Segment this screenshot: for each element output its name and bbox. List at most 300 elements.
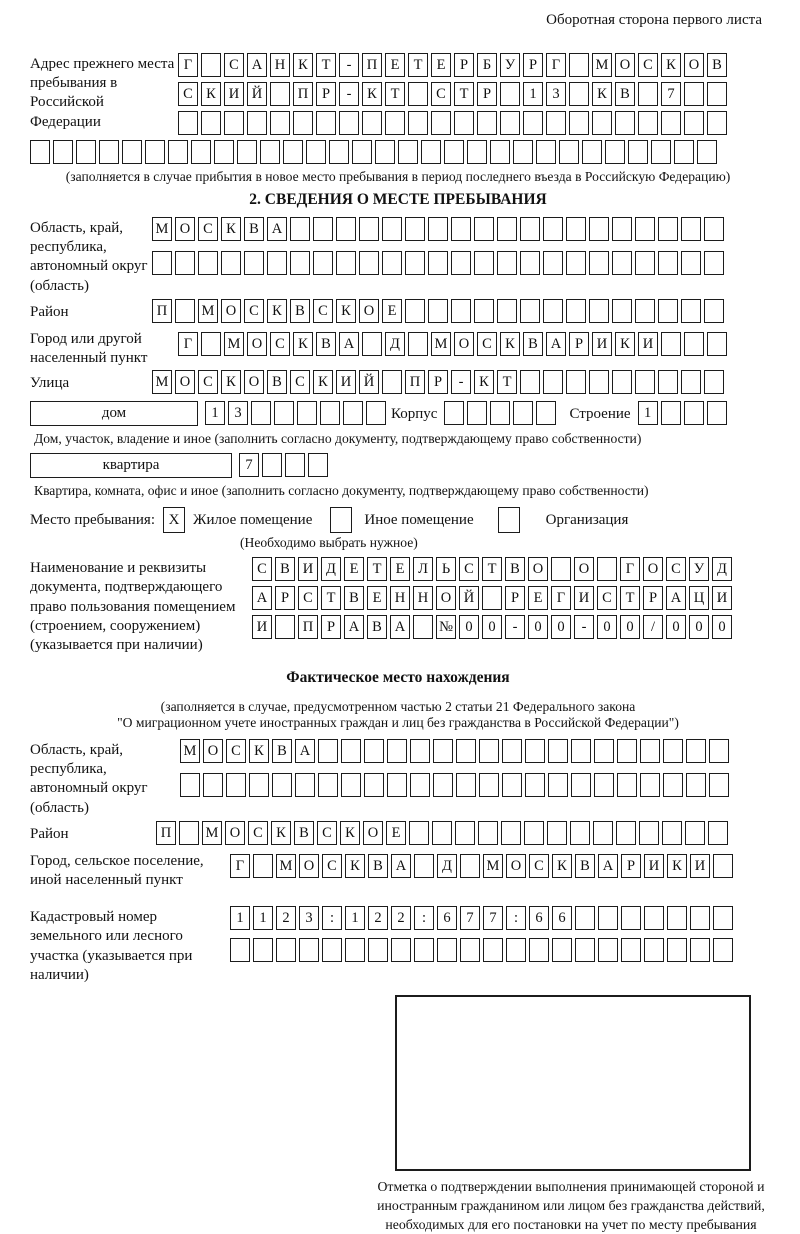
char-cell[interactable]: [667, 938, 687, 962]
char-cell[interactable]: [444, 140, 464, 164]
char-cell[interactable]: [474, 299, 494, 323]
char-cell[interactable]: [30, 140, 50, 164]
char-cell[interactable]: [662, 821, 682, 845]
char-cell[interactable]: [638, 111, 658, 135]
char-cell[interactable]: 2: [391, 906, 411, 930]
char-cell[interactable]: [592, 111, 612, 135]
char-cell[interactable]: С: [178, 82, 198, 106]
char-cell[interactable]: А: [247, 53, 267, 77]
char-cell[interactable]: [681, 370, 701, 394]
char-cell[interactable]: [684, 401, 704, 425]
char-cell[interactable]: [451, 217, 471, 241]
char-cell[interactable]: М: [276, 854, 296, 878]
char-cell[interactable]: Р: [316, 82, 336, 106]
char-cell[interactable]: О: [175, 370, 195, 394]
char-cell[interactable]: А: [598, 854, 618, 878]
char-cell[interactable]: О: [175, 217, 195, 241]
char-cell[interactable]: [428, 299, 448, 323]
char-cell[interactable]: 1: [345, 906, 365, 930]
char-cell[interactable]: [644, 906, 664, 930]
char-cell[interactable]: [405, 251, 425, 275]
char-cell[interactable]: [569, 82, 589, 106]
char-cell[interactable]: Г: [178, 332, 198, 356]
char-cell[interactable]: А: [391, 854, 411, 878]
char-cell[interactable]: [490, 140, 510, 164]
char-cell[interactable]: [244, 251, 264, 275]
char-cell[interactable]: [410, 739, 430, 763]
char-cell[interactable]: [230, 938, 250, 962]
char-cell[interactable]: [497, 217, 517, 241]
char-cell[interactable]: К: [592, 82, 612, 106]
char-cell[interactable]: К: [221, 370, 241, 394]
char-cell[interactable]: [408, 111, 428, 135]
char-cell[interactable]: [635, 251, 655, 275]
char-cell[interactable]: [180, 773, 200, 797]
char-cell[interactable]: [295, 773, 315, 797]
char-cell[interactable]: :: [506, 906, 526, 930]
char-cell[interactable]: [433, 773, 453, 797]
char-cell[interactable]: [575, 906, 595, 930]
char-cell[interactable]: [709, 739, 729, 763]
char-cell[interactable]: [605, 140, 625, 164]
char-cell[interactable]: Р: [321, 615, 341, 639]
char-cell[interactable]: А: [344, 615, 364, 639]
char-cell[interactable]: С: [317, 821, 337, 845]
char-cell[interactable]: О: [359, 299, 379, 323]
char-cell[interactable]: К: [500, 332, 520, 356]
char-cell[interactable]: [520, 370, 540, 394]
char-cell[interactable]: [168, 140, 188, 164]
char-cell[interactable]: [249, 773, 269, 797]
char-cell[interactable]: [635, 217, 655, 241]
char-cell[interactable]: [460, 854, 480, 878]
char-cell[interactable]: 6: [529, 906, 549, 930]
char-cell[interactable]: [502, 739, 522, 763]
char-cell[interactable]: А: [252, 586, 272, 610]
char-cell[interactable]: [260, 140, 280, 164]
char-cell[interactable]: [663, 773, 683, 797]
char-cell[interactable]: [267, 251, 287, 275]
char-cell[interactable]: [237, 140, 257, 164]
char-cell[interactable]: Г: [551, 586, 571, 610]
char-cell[interactable]: О: [363, 821, 383, 845]
char-cell[interactable]: [543, 251, 563, 275]
char-cell[interactable]: [274, 401, 294, 425]
char-cell[interactable]: [690, 906, 710, 930]
char-cell[interactable]: [454, 111, 474, 135]
char-cell[interactable]: К: [345, 854, 365, 878]
char-cell[interactable]: [502, 773, 522, 797]
char-cell[interactable]: [405, 217, 425, 241]
char-cell[interactable]: [661, 332, 681, 356]
char-cell[interactable]: Т: [367, 557, 387, 581]
char-cell[interactable]: М: [431, 332, 451, 356]
char-cell[interactable]: С: [666, 557, 686, 581]
char-cell[interactable]: [644, 938, 664, 962]
char-cell[interactable]: [421, 140, 441, 164]
char-cell[interactable]: С: [529, 854, 549, 878]
char-cell[interactable]: К: [201, 82, 221, 106]
char-cell[interactable]: [524, 821, 544, 845]
char-cell[interactable]: С: [322, 854, 342, 878]
char-cell[interactable]: 7: [483, 906, 503, 930]
char-cell[interactable]: 0: [459, 615, 479, 639]
char-cell[interactable]: [366, 401, 386, 425]
char-cell[interactable]: [362, 111, 382, 135]
char-cell[interactable]: 6: [552, 906, 572, 930]
char-cell[interactable]: [201, 332, 221, 356]
char-cell[interactable]: 7: [460, 906, 480, 930]
char-cell[interactable]: [704, 299, 724, 323]
char-cell[interactable]: Д: [321, 557, 341, 581]
char-cell[interactable]: [707, 82, 727, 106]
char-cell[interactable]: :: [414, 906, 434, 930]
char-cell[interactable]: С: [298, 586, 318, 610]
char-cell[interactable]: [707, 401, 727, 425]
char-cell[interactable]: [479, 739, 499, 763]
char-cell[interactable]: [251, 401, 271, 425]
char-cell[interactable]: [566, 370, 586, 394]
char-cell[interactable]: [639, 821, 659, 845]
char-cell[interactable]: С: [270, 332, 290, 356]
char-cell[interactable]: В: [316, 332, 336, 356]
char-cell[interactable]: С: [431, 82, 451, 106]
char-cell[interactable]: Й: [459, 586, 479, 610]
char-cell[interactable]: [704, 370, 724, 394]
char-cell[interactable]: Г: [178, 53, 198, 77]
char-cell[interactable]: О: [574, 557, 594, 581]
char-cell[interactable]: К: [474, 370, 494, 394]
char-cell[interactable]: К: [221, 217, 241, 241]
char-cell[interactable]: К: [271, 821, 291, 845]
char-cell[interactable]: В: [290, 299, 310, 323]
char-cell[interactable]: 3: [546, 82, 566, 106]
char-cell[interactable]: Р: [454, 53, 474, 77]
char-cell[interactable]: [308, 453, 328, 477]
char-cell[interactable]: И: [644, 854, 664, 878]
char-cell[interactable]: -: [339, 82, 359, 106]
char-cell[interactable]: [272, 773, 292, 797]
char-cell[interactable]: [336, 251, 356, 275]
char-cell[interactable]: [437, 938, 457, 962]
char-cell[interactable]: Д: [385, 332, 405, 356]
char-cell[interactable]: [589, 299, 609, 323]
char-cell[interactable]: О: [225, 821, 245, 845]
char-cell[interactable]: С: [290, 370, 310, 394]
char-cell[interactable]: [635, 370, 655, 394]
char-cell[interactable]: Л: [413, 557, 433, 581]
char-cell[interactable]: [547, 821, 567, 845]
char-cell[interactable]: О: [203, 739, 223, 763]
char-cell[interactable]: [226, 773, 246, 797]
char-cell[interactable]: [359, 251, 379, 275]
char-cell[interactable]: [570, 821, 590, 845]
char-cell[interactable]: М: [483, 854, 503, 878]
char-cell[interactable]: П: [362, 53, 382, 77]
char-cell[interactable]: [543, 217, 563, 241]
char-cell[interactable]: В: [275, 557, 295, 581]
char-cell[interactable]: А: [339, 332, 359, 356]
char-cell[interactable]: К: [267, 299, 287, 323]
char-cell[interactable]: [597, 557, 617, 581]
char-cell[interactable]: [431, 111, 451, 135]
char-cell[interactable]: Т: [454, 82, 474, 106]
char-cell[interactable]: 1: [523, 82, 543, 106]
char-cell[interactable]: П: [152, 299, 172, 323]
char-cell[interactable]: О: [299, 854, 319, 878]
char-cell[interactable]: 7: [661, 82, 681, 106]
char-cell[interactable]: [428, 251, 448, 275]
char-cell[interactable]: [387, 773, 407, 797]
char-cell[interactable]: Т: [620, 586, 640, 610]
char-cell[interactable]: 2: [276, 906, 296, 930]
char-cell[interactable]: Р: [505, 586, 525, 610]
char-cell[interactable]: К: [552, 854, 572, 878]
char-cell[interactable]: [566, 251, 586, 275]
char-cell[interactable]: /: [643, 615, 663, 639]
char-cell[interactable]: 1: [205, 401, 225, 425]
char-cell[interactable]: [658, 299, 678, 323]
char-cell[interactable]: [520, 217, 540, 241]
char-cell[interactable]: К: [249, 739, 269, 763]
char-cell[interactable]: [414, 854, 434, 878]
char-cell[interactable]: [456, 739, 476, 763]
char-cell[interactable]: [697, 140, 717, 164]
checkbox-organization[interactable]: [498, 507, 520, 533]
house-box[interactable]: дом: [30, 401, 198, 426]
char-cell[interactable]: В: [267, 370, 287, 394]
char-cell[interactable]: 0: [597, 615, 617, 639]
char-cell[interactable]: [375, 140, 395, 164]
char-cell[interactable]: [460, 938, 480, 962]
char-cell[interactable]: [594, 739, 614, 763]
char-cell[interactable]: [145, 140, 165, 164]
char-cell[interactable]: [444, 401, 464, 425]
char-cell[interactable]: О: [454, 332, 474, 356]
char-cell[interactable]: М: [198, 299, 218, 323]
char-cell[interactable]: [674, 140, 694, 164]
char-cell[interactable]: [640, 773, 660, 797]
char-cell[interactable]: [690, 938, 710, 962]
char-cell[interactable]: [713, 938, 733, 962]
char-cell[interactable]: [525, 773, 545, 797]
char-cell[interactable]: В: [368, 854, 388, 878]
char-cell[interactable]: [382, 370, 402, 394]
char-cell[interactable]: [658, 217, 678, 241]
char-cell[interactable]: [490, 401, 510, 425]
char-cell[interactable]: :: [322, 906, 342, 930]
char-cell[interactable]: [615, 111, 635, 135]
char-cell[interactable]: [497, 299, 517, 323]
char-cell[interactable]: [382, 217, 402, 241]
char-cell[interactable]: Е: [528, 586, 548, 610]
char-cell[interactable]: 0: [620, 615, 640, 639]
char-cell[interactable]: [191, 140, 211, 164]
char-cell[interactable]: Е: [390, 557, 410, 581]
char-cell[interactable]: [684, 111, 704, 135]
char-cell[interactable]: [405, 299, 425, 323]
char-cell[interactable]: [262, 453, 282, 477]
char-cell[interactable]: С: [252, 557, 272, 581]
char-cell[interactable]: [575, 938, 595, 962]
char-cell[interactable]: Д: [437, 854, 457, 878]
char-cell[interactable]: С: [226, 739, 246, 763]
char-cell[interactable]: [566, 299, 586, 323]
char-cell[interactable]: [520, 251, 540, 275]
char-cell[interactable]: [175, 299, 195, 323]
char-cell[interactable]: [704, 251, 724, 275]
char-cell[interactable]: [247, 111, 267, 135]
char-cell[interactable]: 0: [712, 615, 732, 639]
char-cell[interactable]: [474, 251, 494, 275]
char-cell[interactable]: Р: [569, 332, 589, 356]
char-cell[interactable]: [506, 938, 526, 962]
char-cell[interactable]: И: [592, 332, 612, 356]
char-cell[interactable]: [467, 401, 487, 425]
char-cell[interactable]: В: [272, 739, 292, 763]
char-cell[interactable]: [318, 739, 338, 763]
char-cell[interactable]: [456, 773, 476, 797]
char-cell[interactable]: 1: [230, 906, 250, 930]
char-cell[interactable]: 7: [239, 453, 259, 477]
char-cell[interactable]: [293, 111, 313, 135]
char-cell[interactable]: [455, 821, 475, 845]
char-cell[interactable]: [306, 140, 326, 164]
char-cell[interactable]: В: [344, 586, 364, 610]
char-cell[interactable]: [536, 401, 556, 425]
char-cell[interactable]: И: [638, 332, 658, 356]
char-cell[interactable]: Е: [386, 821, 406, 845]
char-cell[interactable]: [658, 370, 678, 394]
char-cell[interactable]: [201, 111, 221, 135]
char-cell[interactable]: [329, 140, 349, 164]
char-cell[interactable]: 0: [666, 615, 686, 639]
char-cell[interactable]: В: [294, 821, 314, 845]
char-cell[interactable]: 3: [228, 401, 248, 425]
char-cell[interactable]: М: [152, 370, 172, 394]
char-cell[interactable]: К: [336, 299, 356, 323]
char-cell[interactable]: [681, 217, 701, 241]
char-cell[interactable]: И: [252, 615, 272, 639]
char-cell[interactable]: [500, 82, 520, 106]
char-cell[interactable]: И: [336, 370, 356, 394]
char-cell[interactable]: [686, 739, 706, 763]
char-cell[interactable]: [432, 821, 452, 845]
char-cell[interactable]: [708, 821, 728, 845]
char-cell[interactable]: М: [592, 53, 612, 77]
char-cell[interactable]: [359, 217, 379, 241]
char-cell[interactable]: [99, 140, 119, 164]
char-cell[interactable]: Е: [382, 299, 402, 323]
char-cell[interactable]: [391, 938, 411, 962]
char-cell[interactable]: Г: [620, 557, 640, 581]
char-cell[interactable]: Ц: [689, 586, 709, 610]
char-cell[interactable]: [612, 299, 632, 323]
char-cell[interactable]: Н: [390, 586, 410, 610]
char-cell[interactable]: [414, 938, 434, 962]
char-cell[interactable]: О: [244, 370, 264, 394]
char-cell[interactable]: [497, 251, 517, 275]
char-cell[interactable]: [179, 821, 199, 845]
char-cell[interactable]: У: [689, 557, 709, 581]
char-cell[interactable]: [543, 370, 563, 394]
char-cell[interactable]: [477, 111, 497, 135]
char-cell[interactable]: -: [574, 615, 594, 639]
char-cell[interactable]: [525, 739, 545, 763]
char-cell[interactable]: [617, 773, 637, 797]
char-cell[interactable]: [686, 773, 706, 797]
char-cell[interactable]: [368, 938, 388, 962]
char-cell[interactable]: С: [477, 332, 497, 356]
char-cell[interactable]: П: [293, 82, 313, 106]
char-cell[interactable]: И: [690, 854, 710, 878]
char-cell[interactable]: К: [313, 370, 333, 394]
char-cell[interactable]: С: [244, 299, 264, 323]
char-cell[interactable]: [224, 111, 244, 135]
char-cell[interactable]: [290, 217, 310, 241]
char-cell[interactable]: С: [248, 821, 268, 845]
char-cell[interactable]: А: [295, 739, 315, 763]
char-cell[interactable]: [663, 739, 683, 763]
char-cell[interactable]: [339, 111, 359, 135]
char-cell[interactable]: Т: [497, 370, 517, 394]
char-cell[interactable]: Т: [408, 53, 428, 77]
char-cell[interactable]: [681, 299, 701, 323]
char-cell[interactable]: [433, 739, 453, 763]
char-cell[interactable]: [352, 140, 372, 164]
char-cell[interactable]: [709, 773, 729, 797]
char-cell[interactable]: Р: [643, 586, 663, 610]
char-cell[interactable]: В: [244, 217, 264, 241]
char-cell[interactable]: №: [436, 615, 456, 639]
char-cell[interactable]: [612, 217, 632, 241]
char-cell[interactable]: К: [667, 854, 687, 878]
char-cell[interactable]: [428, 217, 448, 241]
char-cell[interactable]: 0: [551, 615, 571, 639]
char-cell[interactable]: [640, 739, 660, 763]
char-cell[interactable]: [707, 332, 727, 356]
char-cell[interactable]: [713, 906, 733, 930]
char-cell[interactable]: [313, 217, 333, 241]
char-cell[interactable]: [318, 773, 338, 797]
char-cell[interactable]: [566, 217, 586, 241]
char-cell[interactable]: С: [313, 299, 333, 323]
char-cell[interactable]: [198, 251, 218, 275]
char-cell[interactable]: [571, 773, 591, 797]
char-cell[interactable]: [451, 299, 471, 323]
char-cell[interactable]: [343, 401, 363, 425]
char-cell[interactable]: [638, 82, 658, 106]
char-cell[interactable]: С: [198, 370, 218, 394]
char-cell[interactable]: [313, 251, 333, 275]
char-cell[interactable]: [336, 217, 356, 241]
char-cell[interactable]: [482, 586, 502, 610]
char-cell[interactable]: [253, 854, 273, 878]
char-cell[interactable]: [589, 370, 609, 394]
char-cell[interactable]: [529, 938, 549, 962]
char-cell[interactable]: А: [546, 332, 566, 356]
char-cell[interactable]: [548, 739, 568, 763]
char-cell[interactable]: [552, 938, 572, 962]
char-cell[interactable]: [589, 217, 609, 241]
char-cell[interactable]: -: [339, 53, 359, 77]
char-cell[interactable]: К: [293, 332, 313, 356]
char-cell[interactable]: П: [298, 615, 318, 639]
char-cell[interactable]: Т: [316, 53, 336, 77]
char-cell[interactable]: Р: [621, 854, 641, 878]
char-cell[interactable]: М: [224, 332, 244, 356]
char-cell[interactable]: [598, 938, 618, 962]
